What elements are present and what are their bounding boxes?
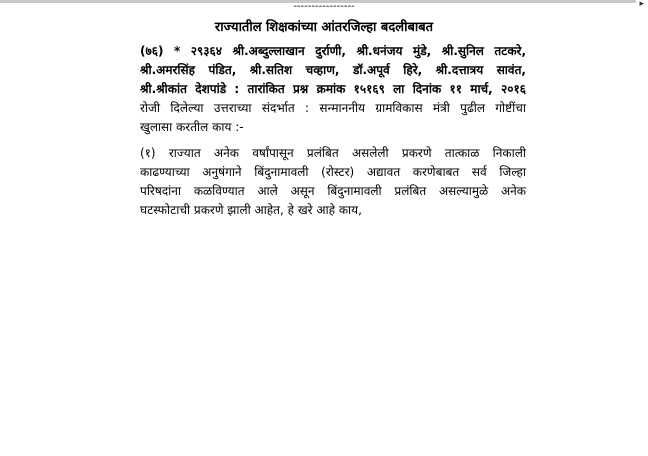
point-line: (१) राज्यात अनेक वर्षांपासून प्रलंबित असलेली प्रकरणे तात्काळ निकाली xyxy=(140,146,526,160)
question-heading: राज्यातील शिक्षकांच्या आंतरजिल्हा बदलीबाबत xyxy=(214,20,434,35)
point-line: काढण्याच्या अनुषंगाने बिंदुनामावली (रोस्टर) अद्यावत करणेबाबत सर्व जिल्हा xyxy=(140,165,526,179)
corner-arrow-icon: ▸ xyxy=(639,0,644,9)
question-members-line: श्री.श्रीकांत देशपांडे : तारांकित प्रश्न क्रमांक १५१६९ ला दिनांक ११ मार्च, २०१६ xyxy=(140,82,526,96)
point-line: घटस्फोटाची प्रकरणे झाली आहेत, हे खरे आहे काय, xyxy=(140,203,362,217)
question-intro-line: रोजी दिलेल्या उत्तराच्या संदर्भात : सन्माननीय ग्रामविकास मंत्री पुढील गोष्टींचा xyxy=(140,101,526,115)
question-members-line: श्री.अमरसिंह पंडित, श्री.सतिश चव्हाण, डॉ.अपूर्व हिरे, श्री.दत्तात्रय सावंत, xyxy=(140,63,526,77)
point-line: परिषदांना कळविण्यात आले असून बिंदुनामावली प्रलंबित असल्यामुळे अनेक xyxy=(140,184,526,198)
top-separator: ----------------- xyxy=(293,1,355,12)
question-body xyxy=(140,42,526,137)
question-point-1 xyxy=(140,144,526,220)
question-intro-line: खुलासा करतील काय :- xyxy=(140,120,244,134)
question-members-line: (७६) * २९३६४ श्री.अब्दुल्लाखान दुर्राणी, श्री.धनंजय मुंडे, श्री.सुनिल तटकरे, xyxy=(140,44,526,58)
